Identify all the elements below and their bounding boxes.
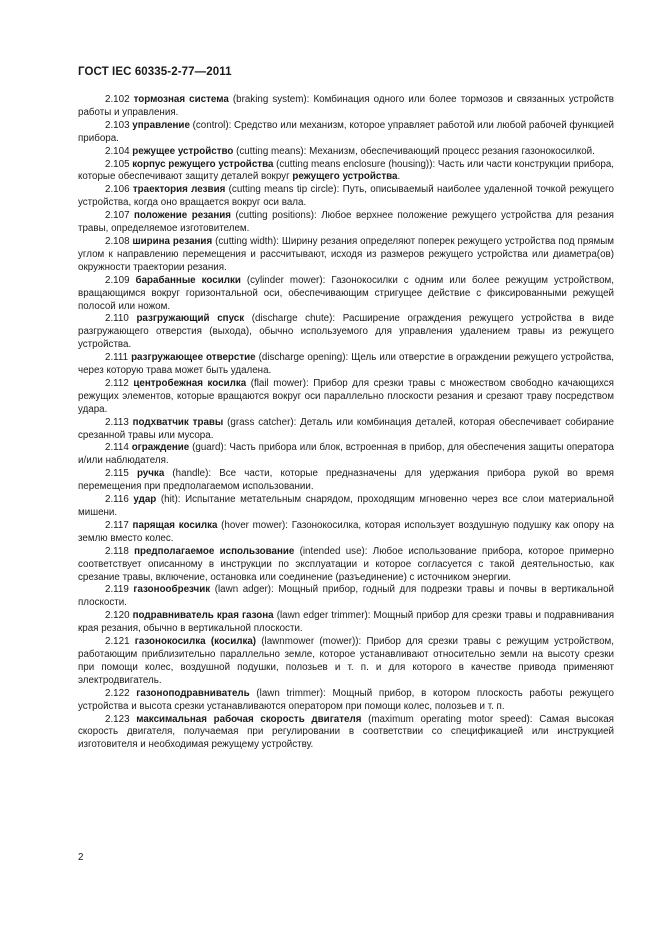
page-number: 2 [78,852,84,863]
entry-term: газонокосилка (косилка) [134,636,257,648]
entry-text: (lawn adger): Мощный прибор, годный для подрезки травы и почвы в вертикальной плоскости. [78,584,614,609]
entry-number: 2.112 [105,377,129,389]
entry-term: ручка [136,468,165,480]
entry-number: 2.120 [105,610,130,622]
entry-term: подравниватель края газона [132,610,274,622]
entry-term: ширина резания [132,235,213,247]
entry-term: центробежная косилка [133,377,247,389]
entry-term: ограждение [131,442,190,454]
definition-2-120 [78,610,614,636]
entry-term: тормозная система [133,94,229,105]
definition-2-102 [78,94,614,120]
definition-2-118 [78,546,614,585]
definition-2-115 [78,468,614,494]
entry-text: (grass catcher): Деталь или комбинация деталей, которая обеспечивает собирание срезанной травы или мусора. [78,416,614,441]
entry-number: 2.105 [105,158,130,170]
entry-number: 2.119 [105,584,129,596]
entry-text: (maximum operating motor speed): Самая высокая скорость двигателя, получаемая при регулировании в соответствии со спецификацией или инструкцией изготовителя и необходимая режущему устройству. [78,713,614,751]
entry-number: 2.108 [105,235,130,247]
entry-number: 2.115 [105,468,129,480]
definition-2-107 [78,210,614,236]
entry-term: газоноподравниватель [136,687,250,699]
entry-text: (cutting means tip circle): Путь, описываемый наиболее удаленной точкой режущего устройства, когда оно вращается вокруг оси вала. [78,184,614,209]
definition-2-123 [78,714,614,753]
entry-number: 2.113 [105,416,129,428]
entry-number: 2.110 [105,313,129,325]
entry-term: барабанные косилки [135,274,241,286]
definition-2-113 [78,417,614,443]
entry-number: 2.106 [105,184,130,196]
definition-2-111 [78,352,614,378]
entry-term: подхватчик травы [132,416,224,428]
definition-2-112 [78,378,614,417]
entry-text: (guard): Часть прибора или блок, встроенная в прибор, для обеспечения защиты оператора и/или наблюдателя. [78,442,614,467]
entry-number: 2.123 [105,713,130,725]
entry-term: максимальная рабочая скорость двигателя [136,713,362,725]
entry-number: 2.111 [105,352,129,364]
entry-term: разгружающий спуск [136,313,245,325]
definition-2-106 [78,184,614,210]
definition-2-119 [78,584,614,610]
entry-text: (lawnmower (mower)): Прибор для срезки травы с режущим устройством, работающим приблизительно параллельно земле, которое устанавливают относительно земли на высоту срезки при помощи колес, воздушной подушки, полозьев и т. п. и для которого в качестве привода применяют электродвигатель. [78,636,615,686]
entry-number: 2.118 [105,545,129,557]
entry-text: (intended use): Любое использование прибора, которое примерно соответствует описанному в инструкции по эксплуатации и которое согласуется с такой деятельностью, как срезание травы, включение, остановка или соединение (разъединение) с источником энергии. [78,545,614,583]
entry-text: (control): Средство или механизм, которое управляет работой или любой рабочей функцией прибора. [78,119,614,144]
entry-term: газонообрезчик [133,584,211,596]
definition-2-105 [78,159,614,185]
entry-term: управление [132,119,190,131]
entry-term: парящая косилка [132,519,218,531]
entry-text: (braking system): Комбинация одного или более тормозов и связанных устройств работы и управления. [78,94,614,118]
definition-2-116 [78,494,614,520]
entry-number: 2.103 [105,119,130,131]
entry-term: корпус режущего устройства [132,158,274,170]
definition-2-117 [78,520,614,546]
entry-text: (handle): Все части, которые предназначены для удержания прибора рукой во время перемещения при предполагаемом использовании. [78,468,614,493]
entry-number: 2.122 [105,687,130,699]
entry-text: (hover mower): Газонокосилка, которая использует воздушную подушку как опору на землю вместо колес. [78,519,614,544]
document-header: ГОСТ IEC 60335-2-77—2011 [78,66,232,78]
entry-number: 2.121 [105,636,130,648]
entry-text: (discharge opening): Щель или отверстие в ограждении режущего устройства, через которую трава может быть удалена. [78,352,614,377]
definition-2-104 [78,146,614,159]
entry-text: (cutting positions): Любое верхнее положение режущего устройства для резания травы, определяемое изготовителем. [78,210,614,235]
entry-tail: . [397,171,401,183]
entry-term: траектория лезвия [132,184,226,196]
definition-2-108 [78,236,614,275]
entry-term: разгружающее отверстие [131,352,256,364]
definition-2-114 [78,442,614,468]
definition-2-121 [78,636,614,688]
definition-2-110 [78,313,614,352]
entry-text: (cutting means enclosure (housing)): Часть или части конструкции прибора, которые обеспечивают защиту деталей вокруг [78,158,614,183]
entry-number: 2.114 [105,442,129,454]
entry-text: (cutting means): Механизм, обеспечивающий процесс резания газонокосилкой. [233,145,595,157]
entry-text: (discharge chute): Расширение ограждения режущего устройства в виде разгружающего отверстия (выхода), обычно используемого для управления удалением травы из режущего устройства. [78,313,614,351]
definition-2-103 [78,120,614,146]
entry-term-inline: режущего устройства [292,171,398,183]
entry-text: (lawn trimmer): Мощный прибор, в котором плоскость работы режущего устройства и высота срезки устанавливаются оператором при помощи колес, полозьев и т. п. [78,687,614,712]
definition-2-109 [78,275,614,314]
entry-text: (hit): Испытание метательным снарядом, проходящим мгновенно через все слои материальной мишени. [78,494,614,518]
entry-term: режущее устройство [132,145,234,157]
entry-term: предполагаемое использование [134,545,295,557]
entry-number: 2.104 [105,145,130,157]
entry-term: положение резания [134,210,232,222]
definition-2-122 [78,688,614,714]
entry-term: удар [133,494,157,506]
entry-number: 2.117 [105,519,129,531]
entry-number: 2.116 [105,494,129,506]
entry-text: (cutting width): Ширину резания определяют поперек режущего устройства под прямым углом к направлению перемещения и рассчитывают, исходя из размеров режущего устройства или диаметра(ов) окружности траектории резания. [78,235,614,273]
entry-text: (cylinder mower): Газонокосилки с одним или более режущим устройством, вращающимся вокруг горизонтальной оси, обеспечивающим стригущее действие с фиксированными режущей полосой или ножом. [78,274,614,312]
entry-text: (flail mower): Прибор для срезки травы с множеством свободно качающихся режущих элементов, которые вращаются вокруг оси параллельно плоскости резания и срезают траву посредством удара. [78,377,614,415]
entry-number: 2.107 [105,210,130,222]
entry-text: (lawn edger trimmer): Мощный прибор для срезки травы и подравнивания края резания, обычно в вертикальной плоскости. [78,610,614,635]
entry-number: 2.102 [105,94,130,105]
entry-number: 2.109 [105,274,130,286]
definitions-list [78,94,614,752]
